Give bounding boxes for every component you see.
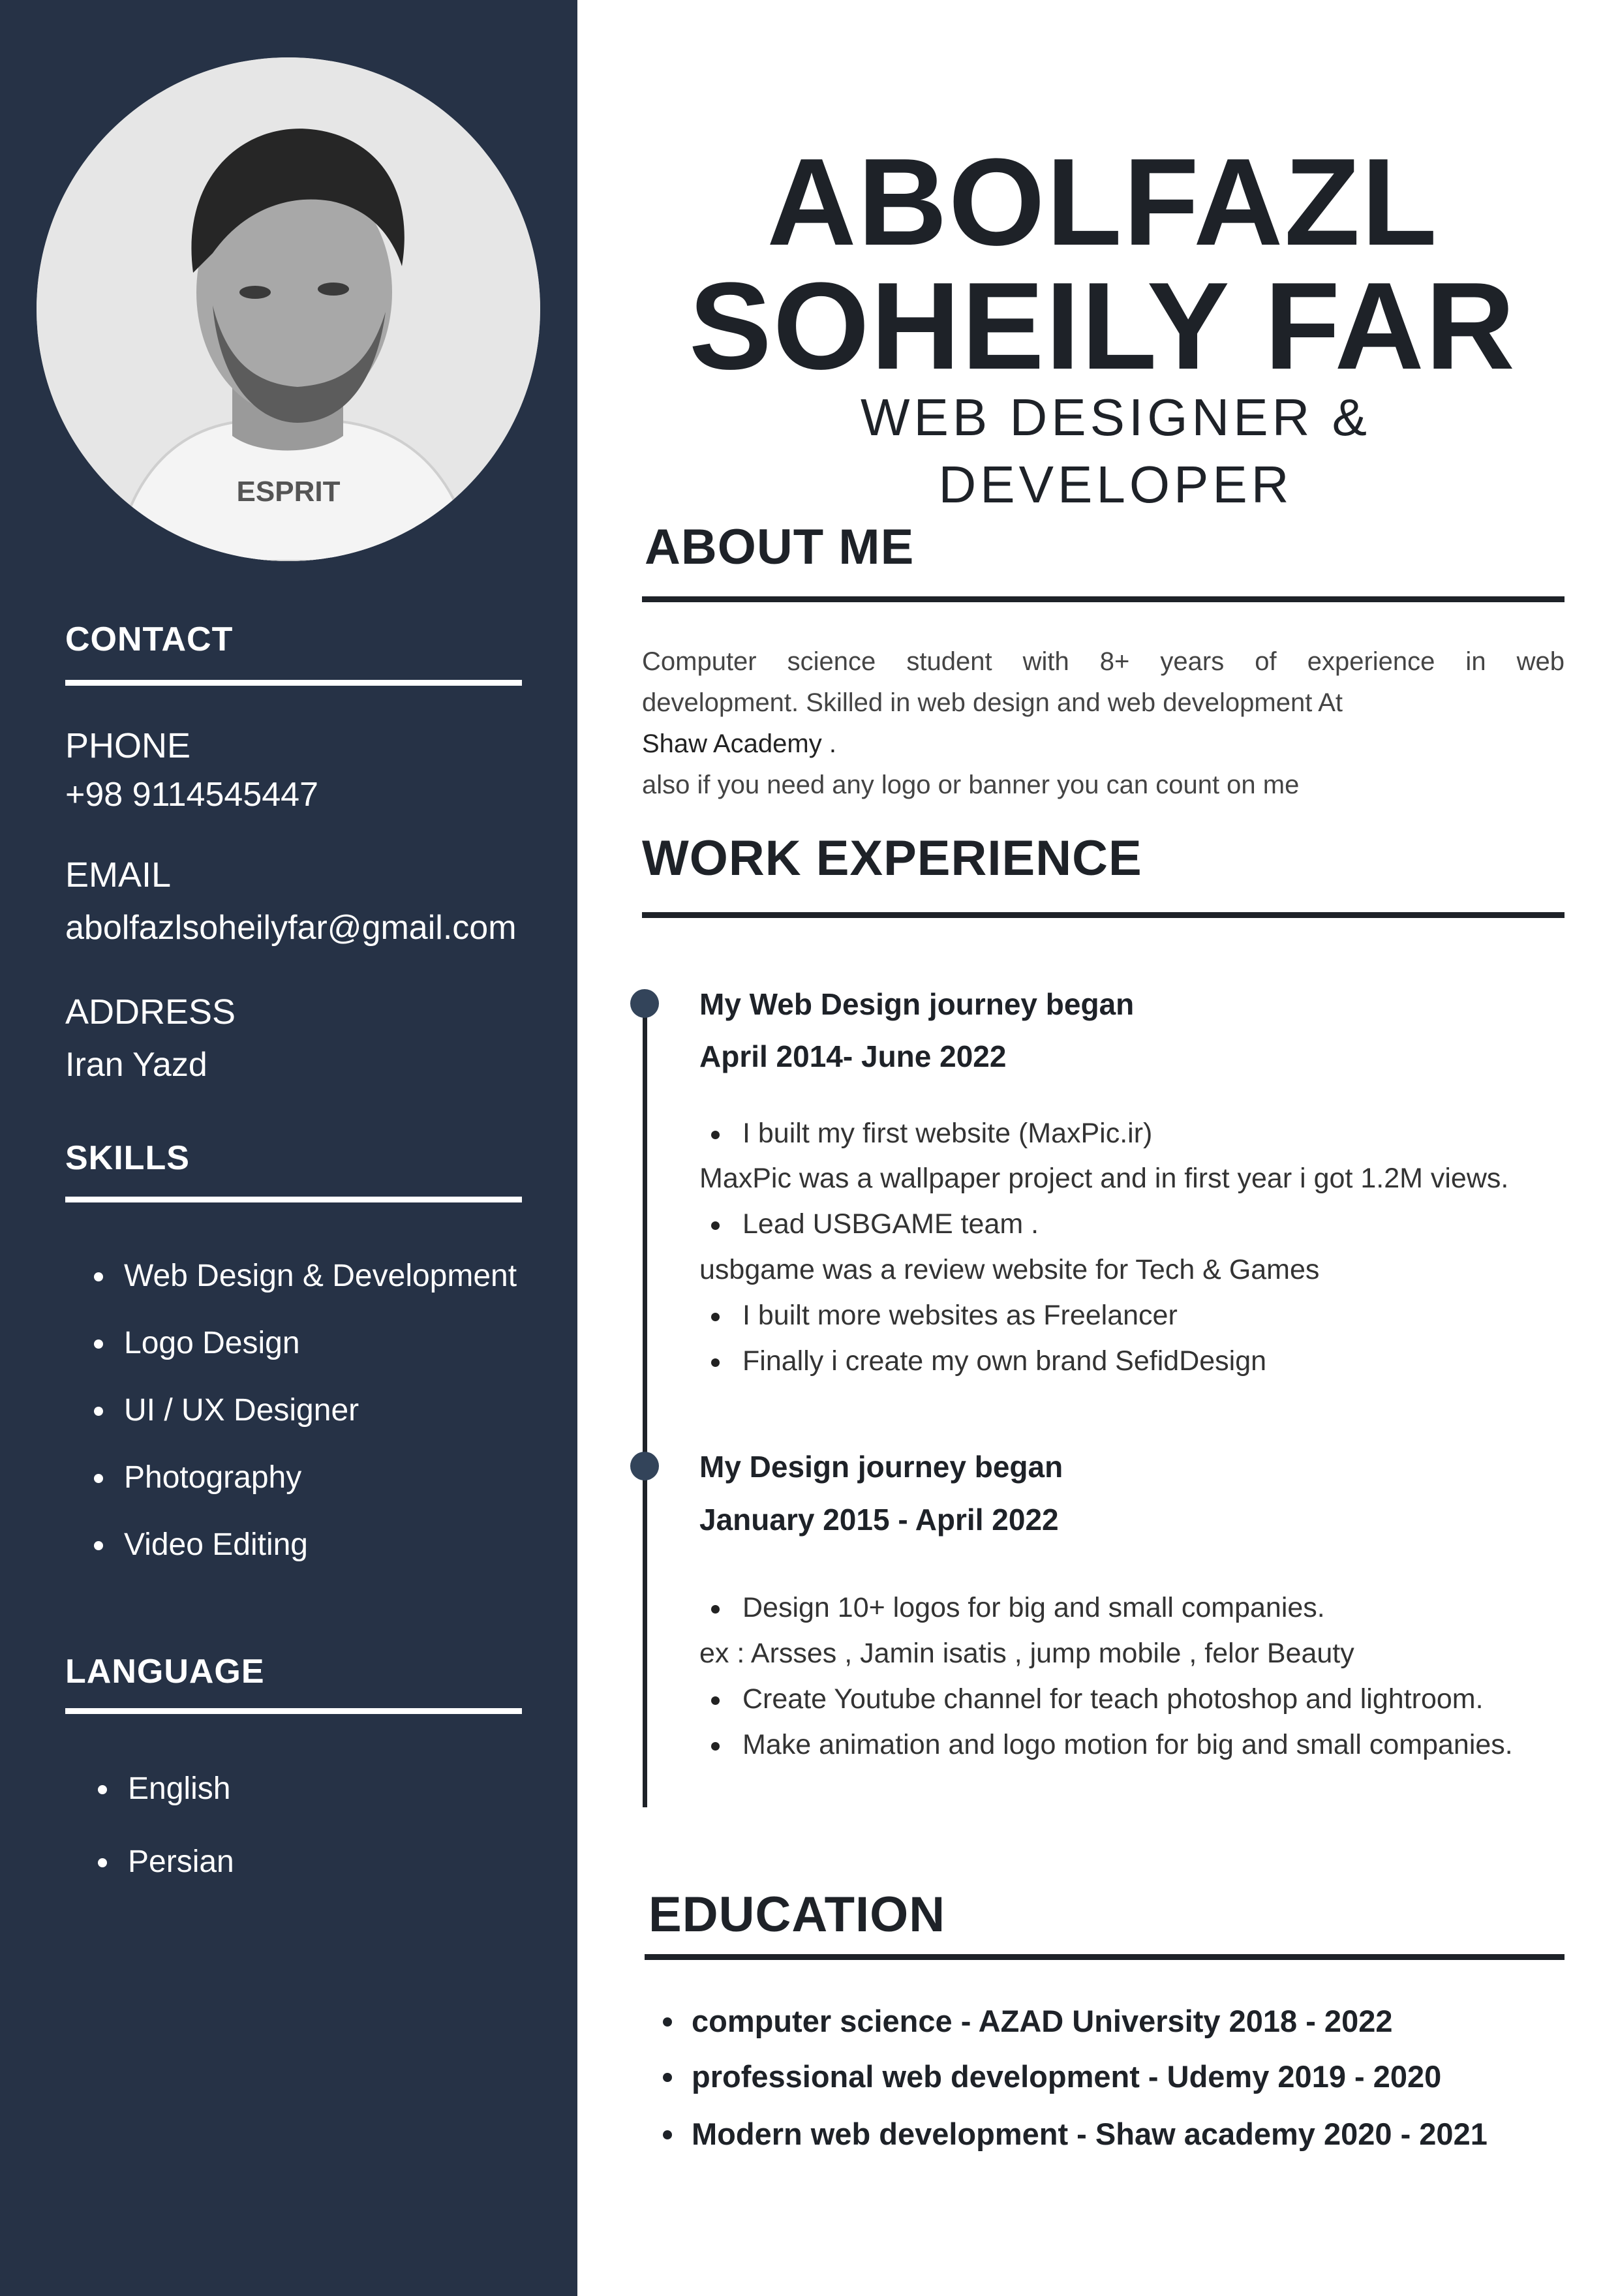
language-item: Persian — [128, 1844, 234, 1880]
bullet-icon — [711, 1313, 720, 1321]
education-item: Modern web development - Shaw academy 2020 - 2021 — [692, 2116, 1488, 2152]
job-line: MaxPic was a wallpaper project and in first year i got 1.2M views. — [699, 1163, 1509, 1194]
phone-value[interactable]: +98 9114545447 — [65, 776, 318, 814]
name-first: ABOLFAZL — [767, 133, 1439, 271]
education-heading: EDUCATION — [649, 1887, 946, 1942]
language-heading: LANGUAGE — [65, 1653, 265, 1691]
job-dates: April 2014- June 2022 — [699, 1039, 1007, 1073]
job-dates: January 2015 - April 2022 — [699, 1503, 1059, 1537]
phone-label: PHONE — [65, 726, 191, 765]
sidebar — [0, 0, 577, 2296]
education-item: professional web development - Udemy 2019 - 2020 — [692, 2059, 1441, 2094]
language-list — [0, 1771, 234, 1880]
email-value[interactable]: abolfazlsoheilyfar@gmail.com — [65, 909, 517, 947]
bullet-icon — [711, 1605, 720, 1614]
education-item: computer science - AZAD University 2018 - 2022 — [692, 2003, 1392, 2039]
profile-photo — [37, 57, 540, 561]
job-bullet: I built more websites as Freelancer — [742, 1300, 1178, 1332]
bullet-icon — [711, 1358, 720, 1367]
about-divider — [642, 596, 1565, 602]
timeline-dot-icon — [630, 1452, 659, 1480]
skill-item: Photography — [124, 1460, 517, 1495]
bullet-icon — [94, 1407, 103, 1416]
address-value: Iran Yazd — [65, 1046, 207, 1084]
bullet-icon — [663, 2017, 672, 2027]
bullet-icon — [711, 1696, 720, 1705]
bullet-icon — [94, 1339, 103, 1349]
about-line: also if you need any logo or banner you can count on me — [642, 771, 1300, 799]
skill-item: Logo Design — [124, 1325, 517, 1361]
skill-item: Video Editing — [124, 1527, 517, 1563]
education-divider — [645, 1954, 1565, 1960]
job-bullet: Finally i create my own brand SefidDesign — [742, 1345, 1266, 1377]
about-heading: ABOUT ME — [645, 519, 915, 575]
job-line: usbgame was a review website for Tech & Games — [699, 1254, 1320, 1285]
skills-divider — [65, 1197, 522, 1202]
work-heading: WORK EXPERIENCE — [642, 831, 1142, 886]
language-divider — [65, 1708, 522, 1714]
skill-item: Web Design & Development — [124, 1258, 517, 1294]
about-line: development. Skilled in web design and web development At — [642, 688, 1343, 717]
job-bullet: Create Youtube channel for teach photoshop and lightroom. — [742, 1683, 1484, 1715]
bullet-icon — [711, 1742, 720, 1751]
job-title: My Design journey began — [699, 1450, 1063, 1484]
address-label: ADDRESS — [65, 992, 236, 1032]
job-line: ex : Arsses , Jamin isatis , jump mobile , felor Beauty — [699, 1638, 1354, 1669]
svg-text:ESPRIT: ESPRIT — [236, 476, 341, 508]
bullet-icon — [98, 1858, 107, 1867]
language-item: English — [128, 1771, 234, 1807]
contact-heading: CONTACT — [65, 620, 234, 658]
bullet-icon — [98, 1785, 107, 1794]
about-line: Computer science student with 8+ years of experience in web — [642, 647, 1565, 676]
work-divider — [642, 912, 1565, 918]
bullet-icon — [663, 2073, 672, 2082]
portrait-image — [37, 57, 540, 561]
bullet-icon — [711, 1221, 720, 1230]
job-bullet: Make animation and logo motion for big and small companies. — [742, 1729, 1513, 1761]
job-bullet: Lead USBGAME team . — [742, 1208, 1039, 1240]
timeline-line — [643, 1005, 647, 1807]
job-title-line2: DEVELOPER — [938, 455, 1293, 513]
job-title: My Web Design journey began — [699, 987, 1135, 1021]
bullet-icon — [94, 1541, 103, 1550]
skills-heading: SKILLS — [65, 1139, 190, 1177]
name-last: SOHEILY FAR — [689, 257, 1516, 395]
bullet-icon — [663, 2130, 672, 2139]
timeline-dot-icon — [630, 989, 659, 1018]
job-bullet: Design 10+ logos for big and small companies. — [742, 1592, 1325, 1624]
skills-list — [0, 1258, 517, 1594]
bullet-icon — [711, 1131, 720, 1139]
job-title-line1: WEB DESIGNER & — [861, 388, 1371, 446]
about-line: Shaw Academy . — [642, 729, 836, 758]
contact-divider — [65, 680, 522, 686]
bullet-icon — [94, 1272, 103, 1281]
skill-item: UI / UX Designer — [124, 1392, 517, 1428]
bullet-icon — [94, 1474, 103, 1483]
job-bullet: I built my first website (MaxPic.ir) — [742, 1118, 1152, 1150]
email-label: EMAIL — [65, 855, 172, 895]
